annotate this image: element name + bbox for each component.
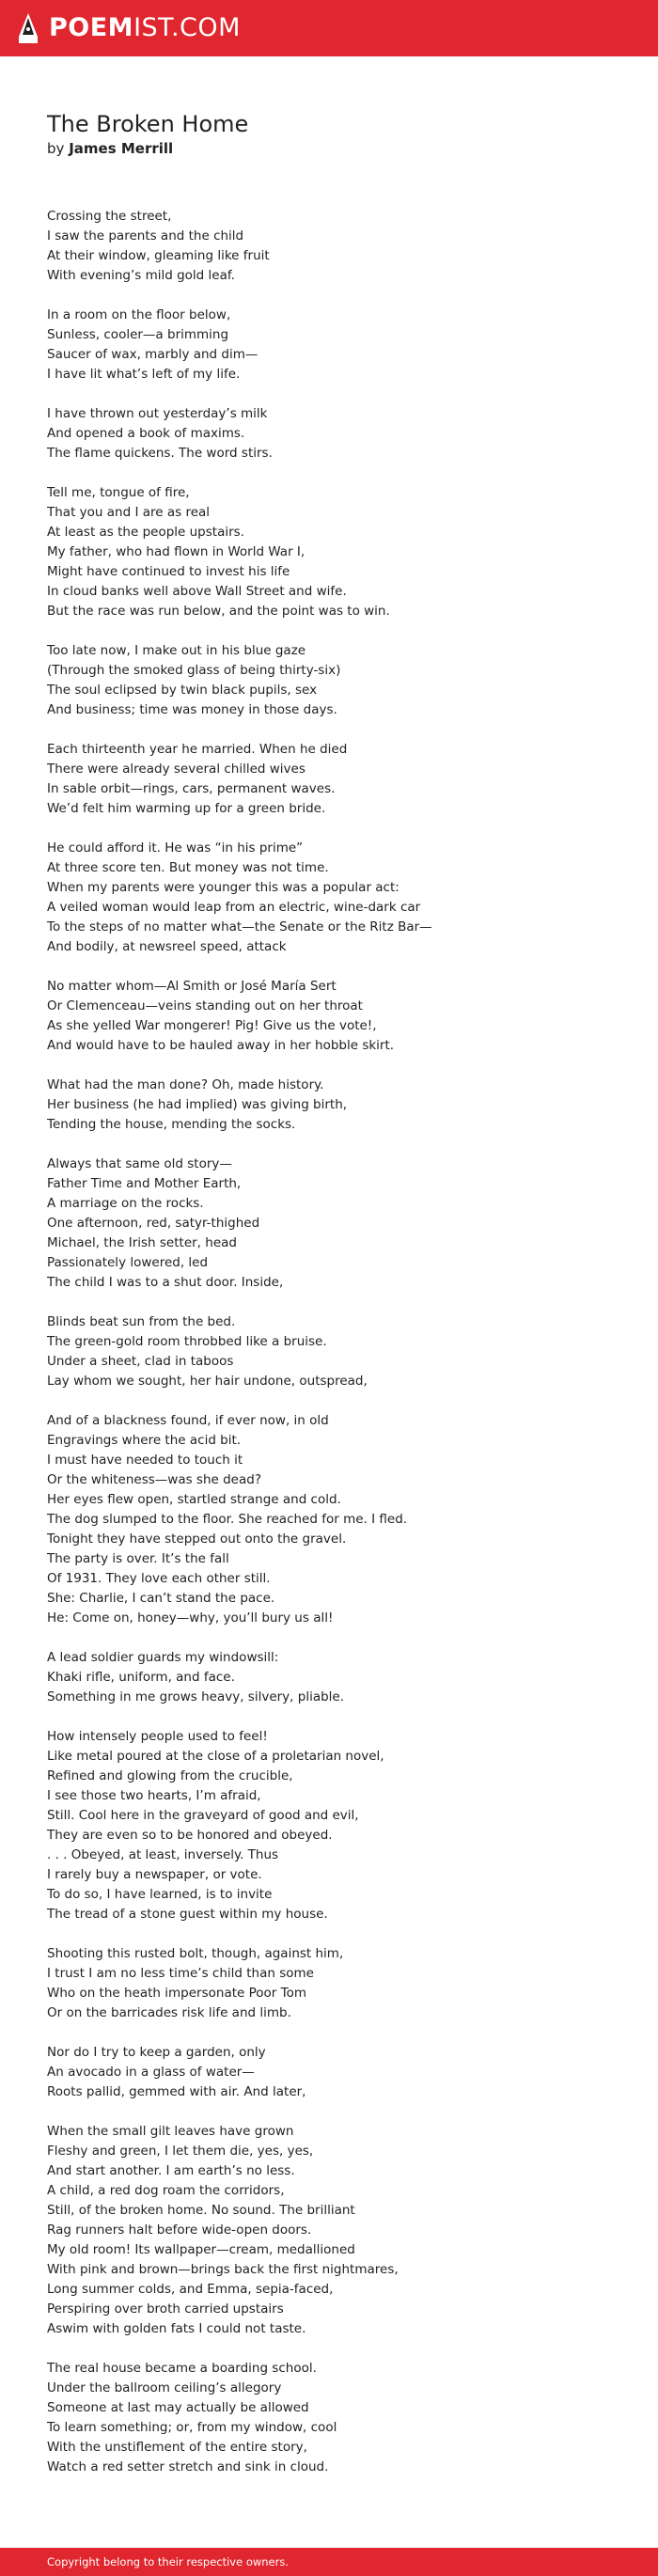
poem-line: Refined and glowing from the crucible, bbox=[47, 1768, 293, 1783]
stanza bbox=[47, 740, 611, 819]
site-header bbox=[0, 0, 658, 56]
poem-line: Under the ballroom ceiling’s allegory bbox=[47, 2380, 282, 2395]
poem-line: I must have needed to touch it bbox=[47, 1453, 243, 1468]
stanza bbox=[47, 483, 611, 621]
poem-line: The party is over. It’s the fall bbox=[47, 1551, 229, 1566]
poem-line: An avocado in a glass of water— bbox=[47, 2065, 255, 2080]
poem-line: There were already several chilled wives bbox=[47, 762, 306, 777]
poem-header bbox=[47, 111, 611, 158]
poem-line: I trust I am no less time’s child than some bbox=[47, 1966, 314, 1981]
poem-line: The real house became a boarding school. bbox=[47, 2361, 317, 2376]
poem-line: And would have to be hauled away in her hobble skirt. bbox=[47, 1038, 395, 1053]
poem-line: I have lit what’s left of my life. bbox=[47, 367, 241, 382]
poem-line: Fleshy and green, I let them die, yes, yes, bbox=[47, 2144, 314, 2159]
poem-line: A marriage on the rocks. bbox=[47, 1196, 204, 1211]
poem-line: Long summer colds, and Emma, sepia-faced, bbox=[47, 2282, 334, 2297]
poem-line: I have thrown out yesterday’s milk bbox=[47, 406, 268, 421]
stanza bbox=[47, 839, 611, 957]
stanza bbox=[47, 404, 611, 463]
poem-line: Her eyes flew open, startled strange and cold. bbox=[47, 1492, 341, 1507]
poem-line: Her business (he had implied) was giving birth, bbox=[47, 1097, 348, 1112]
poem-line: The tread of a stone guest within my house. bbox=[47, 1907, 328, 1922]
poem-line: Sunless, cooler—a brimming bbox=[47, 327, 229, 342]
poem-line: A veiled woman would leap from an electric, wine-dark car bbox=[47, 900, 421, 915]
poem-line: Aswim with golden fats I could not taste. bbox=[47, 2321, 306, 2336]
poem-line: And start another. I am earth’s no less. bbox=[47, 2163, 295, 2178]
poem-line: The soul eclipsed by twin black pupils, sex bbox=[47, 683, 318, 698]
poem-line: A child, a red dog roam the corridors, bbox=[47, 2183, 285, 2198]
stanza bbox=[47, 641, 611, 720]
poem-line: What had the man done? Oh, made history. bbox=[47, 1077, 324, 1092]
poem-line: At least as the people upstairs. bbox=[47, 525, 244, 540]
poem-line: We’d felt him warming up for a green bride. bbox=[47, 801, 326, 816]
poem-line: With pink and brown—brings back the first nightmares, bbox=[47, 2262, 399, 2277]
poem-line: To do so, I have learned, is to invite bbox=[47, 1887, 273, 1902]
poem-line: Passionately lowered, led bbox=[47, 1255, 209, 1270]
stanza bbox=[47, 207, 611, 286]
poem-line: With the unstiflement of the entire story, bbox=[47, 2440, 307, 2455]
stanza bbox=[47, 1154, 611, 1293]
poem-line: Someone at last may actually be allowed bbox=[47, 2400, 309, 2415]
poem-line: At their window, gleaming like fruit bbox=[47, 248, 270, 263]
poem-line: My old room! Its wallpaper—cream, medallioned bbox=[47, 2242, 355, 2257]
poem-line: How intensely people used to feel! bbox=[47, 1729, 268, 1744]
poem-line: Perspiring over broth carried upstairs bbox=[47, 2301, 284, 2317]
stanza bbox=[47, 1944, 611, 2023]
stanza bbox=[47, 1312, 611, 1391]
logo-bold-text: POEM bbox=[49, 13, 134, 42]
logo-rest-text: IST.COM bbox=[133, 13, 241, 42]
stanza bbox=[47, 2359, 611, 2477]
poem-line: Too late now, I make out in his blue gaze bbox=[47, 643, 306, 658]
poem-line: Roots pallid, gemmed with air. And later, bbox=[47, 2084, 306, 2099]
poem-line: Of 1931. They love each other still. bbox=[47, 1571, 271, 1586]
poem-line: One afternoon, red, satyr-thighed bbox=[47, 1216, 260, 1231]
site-logo[interactable] bbox=[17, 11, 241, 45]
poem-line: In cloud banks well above Wall Street and wife. bbox=[47, 584, 347, 599]
poem-line: Lay whom we sought, her hair undone, outspread, bbox=[47, 1374, 368, 1389]
poem-line: The green-gold room throbbed like a bruise. bbox=[47, 1334, 327, 1349]
byline bbox=[47, 139, 611, 158]
poem-line: When my parents were younger this was a popular act: bbox=[47, 880, 400, 895]
poem-line: And business; time was money in those days. bbox=[47, 702, 337, 717]
poem-line: Shooting this rusted bolt, though, against him, bbox=[47, 1946, 344, 1961]
poem-line: Father Time and Mother Earth, bbox=[47, 1176, 242, 1191]
poem-line: That you and I are as real bbox=[47, 505, 211, 520]
poem-line: And opened a book of maxims. bbox=[47, 426, 245, 441]
poem-line: In sable orbit—rings, cars, permanent waves. bbox=[47, 781, 336, 796]
poem-line: To the steps of no matter what—the Senate or the Ritz Bar— bbox=[47, 919, 432, 935]
poem-line: The child I was to a shut door. Inside, bbox=[47, 1275, 284, 1290]
poem-line: Rag runners halt before wide-open doors. bbox=[47, 2223, 312, 2238]
poem-line: Michael, the Irish setter, head bbox=[47, 1235, 237, 1250]
poem-line: And bodily, at newsreel speed, attack bbox=[47, 939, 287, 954]
poem-line: Or the whiteness—was she dead? bbox=[47, 1472, 261, 1487]
poem-line: I saw the parents and the child bbox=[47, 228, 244, 243]
poem-line: And of a blackness found, if ever now, in old bbox=[47, 1413, 329, 1428]
poem-line: He: Come on, honey—why, you’ll bury us all! bbox=[47, 1610, 334, 1626]
poem-line: Something in me grows heavy, silvery, pliable. bbox=[47, 1689, 345, 1704]
poem-line: Still, of the broken home. No sound. The brilliant bbox=[47, 2203, 355, 2218]
poem-line: Tell me, tongue of fire, bbox=[47, 485, 190, 500]
poem-line: . . . Obeyed, at least, inversely. Thus bbox=[47, 1847, 279, 1862]
poem-line: Blinds beat sun from the bed. bbox=[47, 1314, 236, 1329]
poem-line: Under a sheet, clad in taboos bbox=[47, 1354, 234, 1369]
poem-line: Who on the heath impersonate Poor Tom bbox=[47, 1986, 307, 2001]
by-label: by bbox=[47, 140, 65, 157]
poem-line: But the race was run below, and the point was to win. bbox=[47, 604, 390, 619]
poem-line: Khaki rifle, uniform, and face. bbox=[47, 1670, 235, 1685]
poem-line: At three score ten. But money was not time. bbox=[47, 860, 329, 875]
stanza bbox=[47, 306, 611, 385]
logo-text bbox=[49, 11, 241, 45]
poem-line: I see those two hearts, I’m afraid, bbox=[47, 1788, 261, 1803]
poem-line: Watch a red setter stretch and sink in cloud. bbox=[47, 2459, 329, 2474]
poem-line: (Through the smoked glass of being thirty-six) bbox=[47, 663, 341, 678]
site-footer bbox=[0, 2548, 658, 2576]
poem-line: Always that same old story— bbox=[47, 1156, 232, 1171]
poem-line: As she yelled War mongerer! Pig! Give us the vote!, bbox=[47, 1018, 377, 1033]
poem-line: Tonight they have stepped out onto the gravel. bbox=[47, 1531, 347, 1547]
stanza bbox=[47, 2122, 611, 2339]
pen-nib-icon bbox=[17, 12, 39, 44]
poem-line: Crossing the street, bbox=[47, 209, 172, 224]
poem-line: In a room on the floor below, bbox=[47, 307, 231, 322]
stanza bbox=[47, 977, 611, 1056]
poem-line: A lead soldier guards my windowsill: bbox=[47, 1650, 279, 1665]
poem-line: Each thirteenth year he married. When he died bbox=[47, 742, 348, 757]
author-link[interactable]: James Merrill bbox=[69, 140, 174, 157]
stanza bbox=[47, 1076, 611, 1135]
poem-line: Saucer of wax, marbly and dim— bbox=[47, 347, 258, 362]
stanza bbox=[47, 1648, 611, 1707]
poem-line: She: Charlie, I can’t stand the pace. bbox=[47, 1591, 275, 1606]
poem-line: I rarely buy a newspaper, or vote. bbox=[47, 1867, 262, 1882]
poem-line: Engravings where the acid bit. bbox=[47, 1433, 242, 1448]
poem-title: The Broken Home bbox=[47, 111, 249, 137]
poem-line: Still. Cool here in the graveyard of good and evil, bbox=[47, 1808, 359, 1823]
poem-line: Tending the house, mending the socks. bbox=[47, 1117, 296, 1132]
poem-line: He could afford it. He was “in his prime” bbox=[47, 840, 304, 856]
stanza bbox=[47, 1727, 611, 1924]
poem-line: With evening’s mild gold leaf. bbox=[47, 268, 235, 283]
poem-line: The dog slumped to the floor. She reached for me. I fled. bbox=[47, 1512, 408, 1527]
poem-line: The flame quickens. The word stirs. bbox=[47, 446, 273, 461]
poem-line: Nor do I try to keep a garden, only bbox=[47, 2045, 266, 2060]
stanza bbox=[47, 1411, 611, 1628]
copyright-text: Copyright belong to their respective owners. bbox=[47, 2555, 290, 2568]
poem-body bbox=[47, 207, 611, 2497]
poem-line: No matter whom—Al Smith or José María Sert bbox=[47, 979, 337, 994]
poem-line: To learn something; or, from my window, cool bbox=[47, 2420, 337, 2435]
poem-line: Or Clemenceau—veins standing out on her throat bbox=[47, 998, 363, 1013]
poem-line: When the small gilt leaves have grown bbox=[47, 2124, 294, 2139]
poem-line: My father, who had flown in World War I, bbox=[47, 544, 306, 559]
poem-line: Might have continued to invest his life bbox=[47, 564, 290, 579]
poem-line: Like metal poured at the close of a proletarian novel, bbox=[47, 1749, 384, 1764]
stanza bbox=[47, 2043, 611, 2102]
poem-line: They are even so to be honored and obeyed. bbox=[47, 1828, 333, 1843]
poem-line: Or on the barricades risk life and limb. bbox=[47, 2005, 291, 2020]
